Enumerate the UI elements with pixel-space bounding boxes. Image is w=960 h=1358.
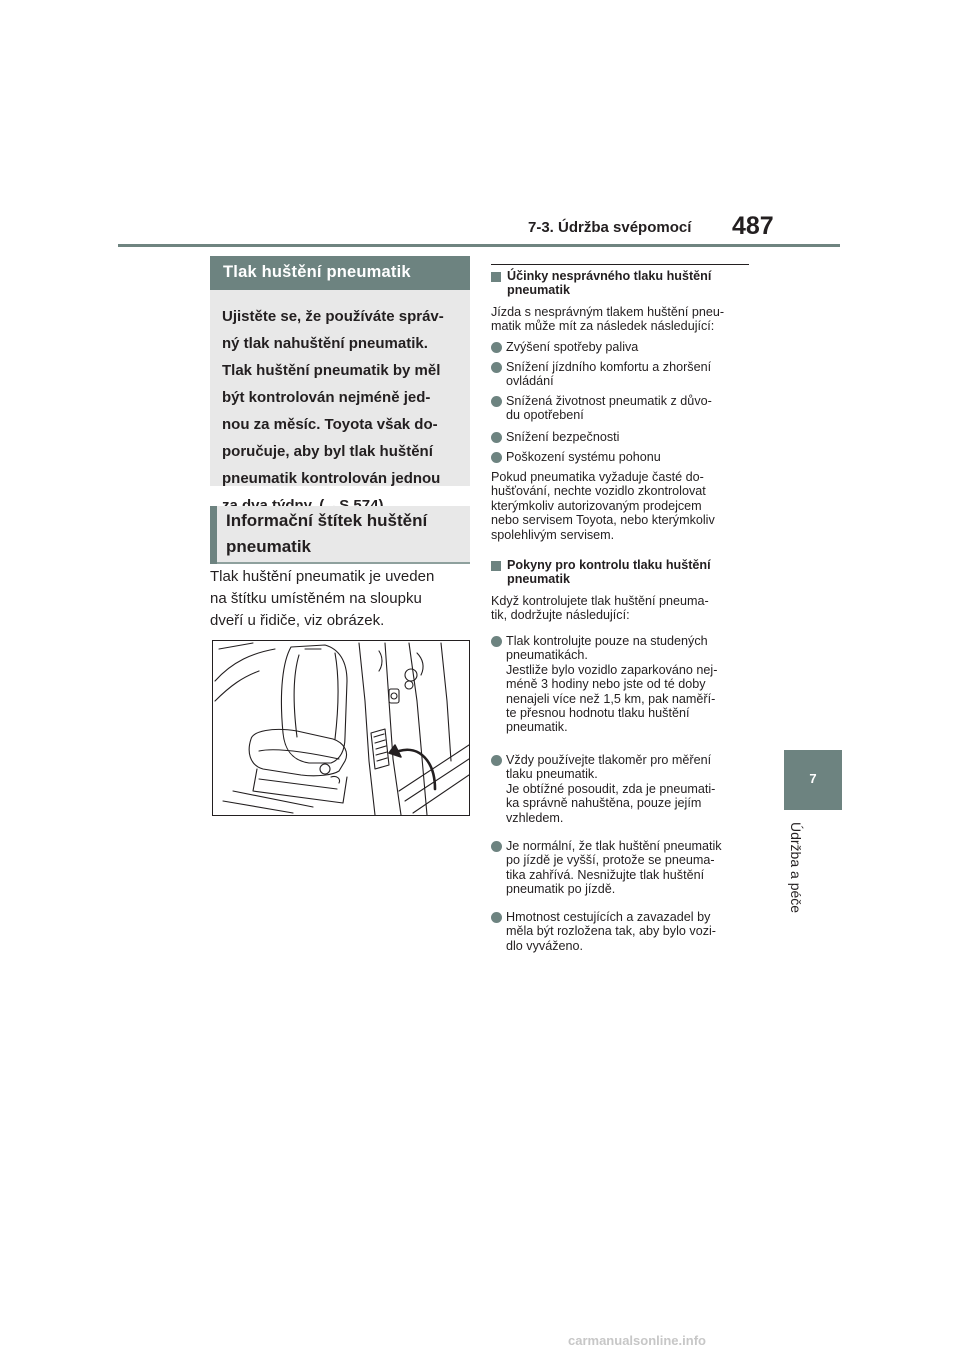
text-line: pneumatik po jízdě. (506, 882, 616, 897)
intro-line: ný tlak nahuštění pneumatik. (222, 335, 428, 352)
effects-bullet (506, 394, 752, 423)
bullet-dot-icon (491, 342, 502, 353)
label-section-heading-bar (210, 506, 217, 564)
heading-line: Účinky nesprávného tlaku huštění (507, 269, 712, 283)
instructions-bullet (506, 910, 752, 953)
door-pillar-illustration (212, 640, 470, 816)
body-line: na štítku umístěném na sloupku (210, 590, 422, 607)
effects-outro (491, 470, 749, 542)
text-line: ovládání (506, 374, 554, 389)
chapter-number: 7 (809, 771, 817, 786)
text-line: Tlak kontrolujte pouze na studených (506, 634, 708, 648)
bullet-dot-icon (491, 432, 502, 443)
tire-pressure-heading-text: Tlak huštění pneumatik (223, 263, 411, 281)
text-line: matik může mít za následek následující: (491, 319, 715, 334)
text-line: dlo vyváženo. (506, 938, 584, 953)
text-line: Hmotnost cestujících a zavazadel by (506, 910, 711, 924)
effects-bullet (506, 450, 752, 464)
text-line: nenajeli více než 1,5 km, pak naměří- (506, 691, 716, 706)
intro-line: být kontrolován nejméně jed- (222, 389, 431, 406)
text-line: ka správně nahuštěna, pouze jejím (506, 796, 702, 811)
text-line: Snížení bezpečnosti (506, 430, 620, 444)
intro-line: poručuje, aby byl tlak huštění (222, 443, 433, 460)
intro-line: Ujistěte se, že používáte správ- (222, 308, 444, 325)
text-line: du opotřebení (506, 408, 584, 423)
section-title: 7-3. Údržba svépomocí (528, 219, 692, 236)
text-line: Když kontrolujete tlak huštění pneuma- (491, 594, 709, 608)
heading-line: Pokyny pro kontrolu tlaku huštění (507, 558, 711, 572)
text-line: Je normální, že tlak huštění pneumatik (506, 839, 722, 853)
text-line: Snížená životnost pneumatik z důvo- (506, 394, 712, 408)
chapter-tab (784, 750, 842, 810)
header-divider (118, 244, 840, 247)
text-line: kterýmkoliv autorizovaným prodejcem (491, 498, 702, 513)
heading-line: Informační štítek huštění (226, 511, 428, 530)
text-line: Jestliže bylo vozidlo zaparkováno nej- (506, 662, 718, 677)
effects-bullet (506, 360, 752, 389)
text-line: měla být rozložena tak, aby bylo vozi- (506, 924, 716, 939)
instructions-heading (491, 559, 749, 586)
bullet-dot-icon (491, 636, 502, 647)
bullet-dot-icon (491, 755, 502, 766)
tire-pressure-intro (222, 303, 466, 519)
text-line: te přesnou hodnotu tlaku huštění (506, 706, 690, 721)
text-line: Jízda s nesprávným tlakem huštění pneu- (491, 305, 725, 319)
page-number: 487 (732, 212, 774, 240)
effects-intro (491, 305, 749, 334)
text-line: Zvýšení spotřeby paliva (506, 340, 639, 354)
text-line: méně 3 hodiny nebo jste od té doby (506, 677, 706, 692)
text-line: tika zahřívá. Nesnižujte tlak huštění (506, 867, 705, 882)
text-line: vzhledem. (506, 810, 564, 825)
instructions-bullet (506, 839, 752, 897)
intro-line: Tlak huštění pneumatik by měl (222, 362, 441, 379)
text-line: spolehlivým servisem. (491, 527, 615, 542)
bullet-dot-icon (491, 912, 502, 923)
body-line: Tlak huštění pneumatik je uveden (210, 568, 435, 585)
effects-bullet (506, 430, 752, 444)
instructions-bullet (506, 753, 752, 825)
text-line: nebo servisem Toyota, nebo kterýmkoliv (491, 513, 715, 528)
effects-heading (491, 270, 749, 297)
instructions-bullet (506, 634, 752, 735)
text-line: tlaku pneumatik. (506, 767, 598, 782)
heading-line: pneumatik (507, 571, 570, 586)
heading-line: pneumatik (507, 282, 570, 297)
text-line: hušťování, nechte vozidlo zkontrolovat (491, 484, 706, 499)
text-line: Pokud pneumatika vyžaduje časté do- (491, 470, 704, 484)
intro-line: pneumatik kontrolován jednou (222, 470, 441, 487)
watermark: carmanualsonline.info (568, 1333, 706, 1348)
tire-pressure-heading (210, 256, 470, 290)
text-line: Je obtížné posoudit, zda je pneumati- (506, 781, 716, 796)
text-line: po jízdě je vyšší, protože se pneuma- (506, 853, 715, 868)
body-line: dveří u řidiče, viz obrázek. (210, 612, 385, 629)
text-line: pneumatik. (506, 720, 568, 735)
text-line: tik, dodržujte následující: (491, 608, 630, 623)
label-section-body (210, 566, 472, 632)
effects-bullet (506, 340, 752, 354)
effects-divider (491, 264, 749, 265)
bullet-dot-icon (491, 841, 502, 852)
text-line: Poškození systému pohonu (506, 450, 661, 464)
instructions-intro (491, 594, 749, 623)
bullet-dot-icon (491, 396, 502, 407)
text-line: Vždy používejte tlakoměr pro měření (506, 753, 712, 767)
text-line: pneumatikách. (506, 648, 588, 663)
label-section-heading (226, 508, 462, 560)
heading-line: pneumatik (226, 537, 312, 556)
text-line: Snížení jízdního komfortu a zhoršení (506, 360, 712, 374)
seat-and-pillar-drawing (213, 641, 469, 815)
bullet-dot-icon (491, 362, 502, 373)
intro-line: nou za měsíc. Toyota však do- (222, 416, 438, 433)
chapter-label: Údržba a péče (788, 822, 804, 914)
bullet-dot-icon (491, 452, 502, 463)
